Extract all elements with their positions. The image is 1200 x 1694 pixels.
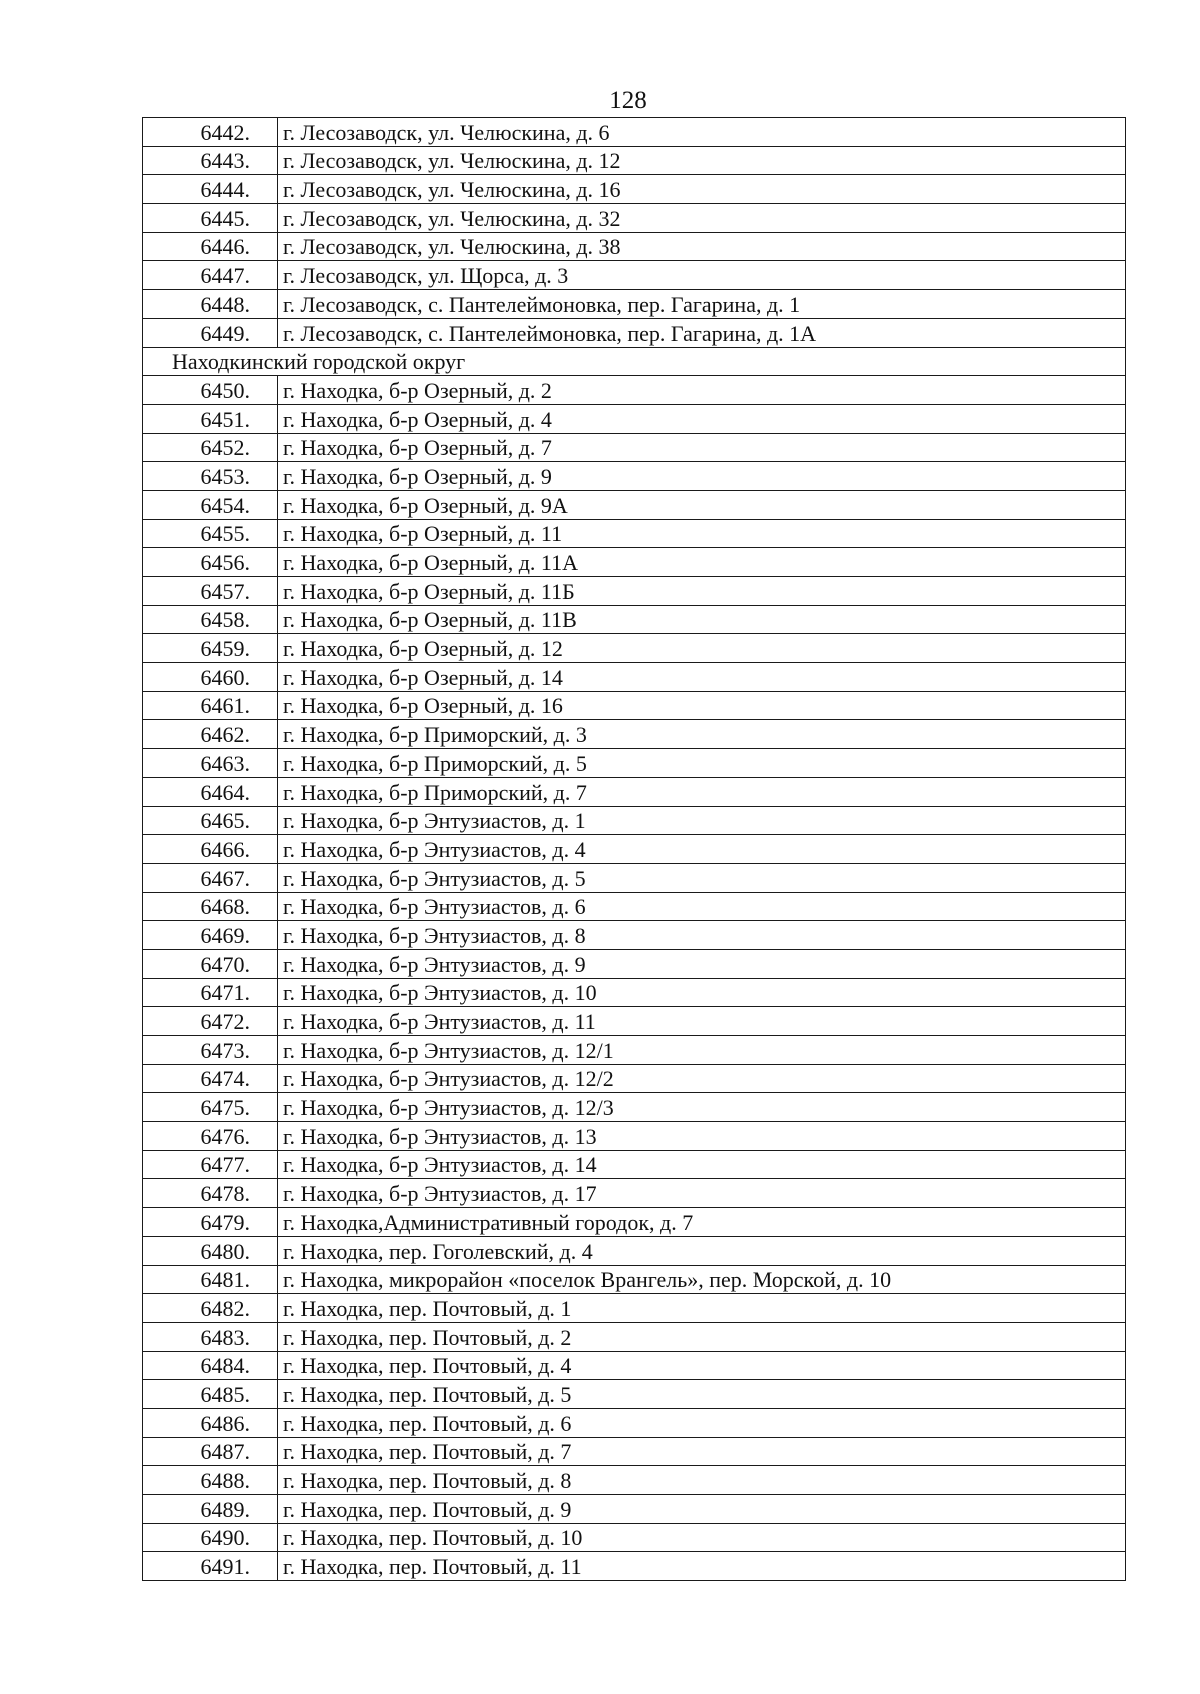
address-cell: г. Находка, б-р Озерный, д. 11А bbox=[278, 548, 1126, 577]
address-cell: г. Находка, б-р Энтузиастов, д. 17 bbox=[278, 1179, 1126, 1208]
table-row bbox=[143, 892, 1126, 921]
address-cell: г. Находка, б-р Озерный, д. 2 bbox=[278, 376, 1126, 405]
address-table-body bbox=[143, 118, 1126, 1581]
row-number: 6475. bbox=[143, 1093, 278, 1122]
address-cell: г. Находка, б-р Энтузиастов, д. 9 bbox=[278, 949, 1126, 978]
table-row bbox=[143, 1036, 1126, 1065]
address-cell: г. Находка, б-р Энтузиастов, д. 13 bbox=[278, 1122, 1126, 1151]
row-number: 6483. bbox=[143, 1322, 278, 1351]
table-row bbox=[143, 1495, 1126, 1524]
table-row bbox=[143, 1179, 1126, 1208]
table-row bbox=[143, 1466, 1126, 1495]
row-number: 6486. bbox=[143, 1408, 278, 1437]
row-number: 6487. bbox=[143, 1437, 278, 1466]
address-cell: г. Находка, б-р Озерный, д. 4 bbox=[278, 404, 1126, 433]
row-number: 6476. bbox=[143, 1122, 278, 1151]
row-number: 6461. bbox=[143, 691, 278, 720]
table-row bbox=[143, 1552, 1126, 1581]
table-row bbox=[143, 261, 1126, 290]
row-number: 6442. bbox=[143, 118, 278, 147]
row-number: 6460. bbox=[143, 663, 278, 692]
address-table bbox=[142, 117, 1126, 1581]
row-number: 6469. bbox=[143, 921, 278, 950]
row-number: 6474. bbox=[143, 1064, 278, 1093]
row-number: 6465. bbox=[143, 806, 278, 835]
address-cell: г. Находка, б-р Приморский, д. 5 bbox=[278, 749, 1126, 778]
table-row bbox=[143, 1380, 1126, 1409]
row-number: 6447. bbox=[143, 261, 278, 290]
address-cell: г. Находка,Административный городок, д. 7 bbox=[278, 1208, 1126, 1237]
table-row bbox=[143, 835, 1126, 864]
table-row bbox=[143, 777, 1126, 806]
address-cell: г. Находка, б-р Энтузиастов, д. 12/2 bbox=[278, 1064, 1126, 1093]
table-row bbox=[143, 863, 1126, 892]
table-row bbox=[143, 1236, 1126, 1265]
table-row bbox=[143, 1351, 1126, 1380]
address-cell: г. Находка, пер. Почтовый, д. 1 bbox=[278, 1294, 1126, 1323]
row-number: 6488. bbox=[143, 1466, 278, 1495]
row-number: 6490. bbox=[143, 1523, 278, 1552]
row-number: 6471. bbox=[143, 978, 278, 1007]
address-cell: г. Находка, б-р Энтузиастов, д. 1 bbox=[278, 806, 1126, 835]
row-number: 6464. bbox=[143, 777, 278, 806]
row-number: 6479. bbox=[143, 1208, 278, 1237]
table-row bbox=[143, 634, 1126, 663]
address-cell: г. Находка, б-р Озерный, д. 11Б bbox=[278, 577, 1126, 606]
row-number: 6484. bbox=[143, 1351, 278, 1380]
address-cell: г. Находка, пер. Почтовый, д. 5 bbox=[278, 1380, 1126, 1409]
table-row bbox=[143, 978, 1126, 1007]
table-row bbox=[143, 490, 1126, 519]
table-row bbox=[143, 376, 1126, 405]
table-row bbox=[143, 605, 1126, 634]
row-number: 6472. bbox=[143, 1007, 278, 1036]
row-number: 6482. bbox=[143, 1294, 278, 1323]
table-row bbox=[143, 1208, 1126, 1237]
address-cell: г. Находка, б-р Энтузиастов, д. 10 bbox=[278, 978, 1126, 1007]
table-row bbox=[143, 691, 1126, 720]
address-cell: г. Находка, б-р Озерный, д. 7 bbox=[278, 433, 1126, 462]
table-row bbox=[143, 519, 1126, 548]
row-number: 6480. bbox=[143, 1236, 278, 1265]
address-cell: г. Находка, пер. Почтовый, д. 10 bbox=[278, 1523, 1126, 1552]
table-row bbox=[143, 404, 1126, 433]
row-number: 6445. bbox=[143, 204, 278, 233]
address-cell: г. Лесозаводск, ул. Щорса, д. 3 bbox=[278, 261, 1126, 290]
row-number: 6485. bbox=[143, 1380, 278, 1409]
address-cell: г. Находка, пер. Почтовый, д. 6 bbox=[278, 1408, 1126, 1437]
row-number: 6454. bbox=[143, 490, 278, 519]
table-row bbox=[143, 1150, 1126, 1179]
row-number: 6468. bbox=[143, 892, 278, 921]
address-cell: г. Находка, б-р Энтузиастов, д. 4 bbox=[278, 835, 1126, 864]
row-number: 6449. bbox=[143, 318, 278, 347]
row-number: 6489. bbox=[143, 1495, 278, 1524]
row-number: 6478. bbox=[143, 1179, 278, 1208]
row-number: 6457. bbox=[143, 577, 278, 606]
page-number: 128 bbox=[609, 87, 647, 114]
table-row bbox=[143, 1122, 1126, 1151]
address-cell: г. Находка, б-р Озерный, д. 9А bbox=[278, 490, 1126, 519]
address-cell: г. Находка, пер. Почтовый, д. 7 bbox=[278, 1437, 1126, 1466]
address-cell: г. Находка, пер. Почтовый, д. 8 bbox=[278, 1466, 1126, 1495]
row-number: 6450. bbox=[143, 376, 278, 405]
table-row bbox=[143, 1265, 1126, 1294]
table-row bbox=[143, 462, 1126, 491]
row-number: 6456. bbox=[143, 548, 278, 577]
address-cell: г. Находка, б-р Озерный, д. 16 bbox=[278, 691, 1126, 720]
row-number: 6443. bbox=[143, 146, 278, 175]
address-cell: г. Находка, б-р Энтузиастов, д. 11 bbox=[278, 1007, 1126, 1036]
table-row bbox=[143, 290, 1126, 319]
address-cell: г. Находка, пер. Почтовый, д. 11 bbox=[278, 1552, 1126, 1581]
address-cell: г. Лесозаводск, ул. Челюскина, д. 38 bbox=[278, 232, 1126, 261]
table-row bbox=[143, 318, 1126, 347]
address-cell: г. Лесозаводск, ул. Челюскина, д. 16 bbox=[278, 175, 1126, 204]
address-cell: г. Лесозаводск, ул. Челюскина, д. 6 bbox=[278, 118, 1126, 147]
row-number: 6473. bbox=[143, 1036, 278, 1065]
row-number: 6470. bbox=[143, 949, 278, 978]
row-number: 6463. bbox=[143, 749, 278, 778]
table-row bbox=[143, 175, 1126, 204]
address-cell: г. Находка, пер. Гоголевский, д. 4 bbox=[278, 1236, 1126, 1265]
address-cell: г. Находка, микрорайон «поселок Врангель», пер. Морской, д. 10 bbox=[278, 1265, 1126, 1294]
row-number: 6462. bbox=[143, 720, 278, 749]
table-row bbox=[143, 949, 1126, 978]
row-number: 6491. bbox=[143, 1552, 278, 1581]
table-row bbox=[143, 921, 1126, 950]
address-cell: г. Лесозаводск, с. Пантелеймоновка, пер. Гагарина, д. 1А bbox=[278, 318, 1126, 347]
table-row bbox=[143, 1093, 1126, 1122]
address-cell: г. Находка, б-р Озерный, д. 11В bbox=[278, 605, 1126, 634]
row-number: 6451. bbox=[143, 404, 278, 433]
address-cell: г. Находка, б-р Энтузиастов, д. 14 bbox=[278, 1150, 1126, 1179]
address-cell: г. Находка, пер. Почтовый, д. 4 bbox=[278, 1351, 1126, 1380]
address-cell: г. Находка, б-р Приморский, д. 3 bbox=[278, 720, 1126, 749]
address-cell: г. Лесозаводск, ул. Челюскина, д. 32 bbox=[278, 204, 1126, 233]
address-cell: г. Находка, б-р Озерный, д. 9 bbox=[278, 462, 1126, 491]
address-cell: г. Находка, б-р Энтузиастов, д. 8 bbox=[278, 921, 1126, 950]
table-row bbox=[143, 232, 1126, 261]
row-number: 6467. bbox=[143, 863, 278, 892]
table-row bbox=[143, 1408, 1126, 1437]
row-number: 6458. bbox=[143, 605, 278, 634]
address-cell: г. Находка, б-р Озерный, д. 12 bbox=[278, 634, 1126, 663]
address-cell: г. Находка, б-р Озерный, д. 14 bbox=[278, 663, 1126, 692]
table-row bbox=[143, 1064, 1126, 1093]
address-cell: г. Находка, б-р Энтузиастов, д. 5 bbox=[278, 863, 1126, 892]
row-number: 6444. bbox=[143, 175, 278, 204]
row-number: 6455. bbox=[143, 519, 278, 548]
table-row bbox=[143, 146, 1126, 175]
section-title: Находкинский городской округ bbox=[143, 347, 1126, 376]
address-cell: г. Находка, пер. Почтовый, д. 2 bbox=[278, 1322, 1126, 1351]
row-number: 6452. bbox=[143, 433, 278, 462]
address-cell: г. Находка, б-р Энтузиастов, д. 6 bbox=[278, 892, 1126, 921]
address-cell: г. Находка, пер. Почтовый, д. 9 bbox=[278, 1495, 1126, 1524]
table-row bbox=[143, 577, 1126, 606]
address-cell: г. Находка, б-р Озерный, д. 11 bbox=[278, 519, 1126, 548]
address-cell: г. Находка, б-р Энтузиастов, д. 12/3 bbox=[278, 1093, 1126, 1122]
row-number: 6477. bbox=[143, 1150, 278, 1179]
address-cell: г. Лесозаводск, с. Пантелеймоновка, пер. Гагарина, д. 1 bbox=[278, 290, 1126, 319]
table-row bbox=[143, 1007, 1126, 1036]
table-row bbox=[143, 749, 1126, 778]
table-row bbox=[143, 548, 1126, 577]
row-number: 6446. bbox=[143, 232, 278, 261]
table-row bbox=[143, 204, 1126, 233]
address-cell: г. Находка, б-р Энтузиастов, д. 12/1 bbox=[278, 1036, 1126, 1065]
table-row bbox=[143, 118, 1126, 147]
address-cell: г. Находка, б-р Приморский, д. 7 bbox=[278, 777, 1126, 806]
row-number: 6466. bbox=[143, 835, 278, 864]
section-header-row bbox=[143, 347, 1126, 376]
table-row bbox=[143, 433, 1126, 462]
table-row bbox=[143, 720, 1126, 749]
table-row bbox=[143, 1294, 1126, 1323]
table-row bbox=[143, 1437, 1126, 1466]
row-number: 6453. bbox=[143, 462, 278, 491]
row-number: 6459. bbox=[143, 634, 278, 663]
table-row bbox=[143, 1322, 1126, 1351]
table-row bbox=[143, 806, 1126, 835]
row-number: 6481. bbox=[143, 1265, 278, 1294]
row-number: 6448. bbox=[143, 290, 278, 319]
address-cell: г. Лесозаводск, ул. Челюскина, д. 12 bbox=[278, 146, 1126, 175]
table-row bbox=[143, 1523, 1126, 1552]
table-row bbox=[143, 663, 1126, 692]
